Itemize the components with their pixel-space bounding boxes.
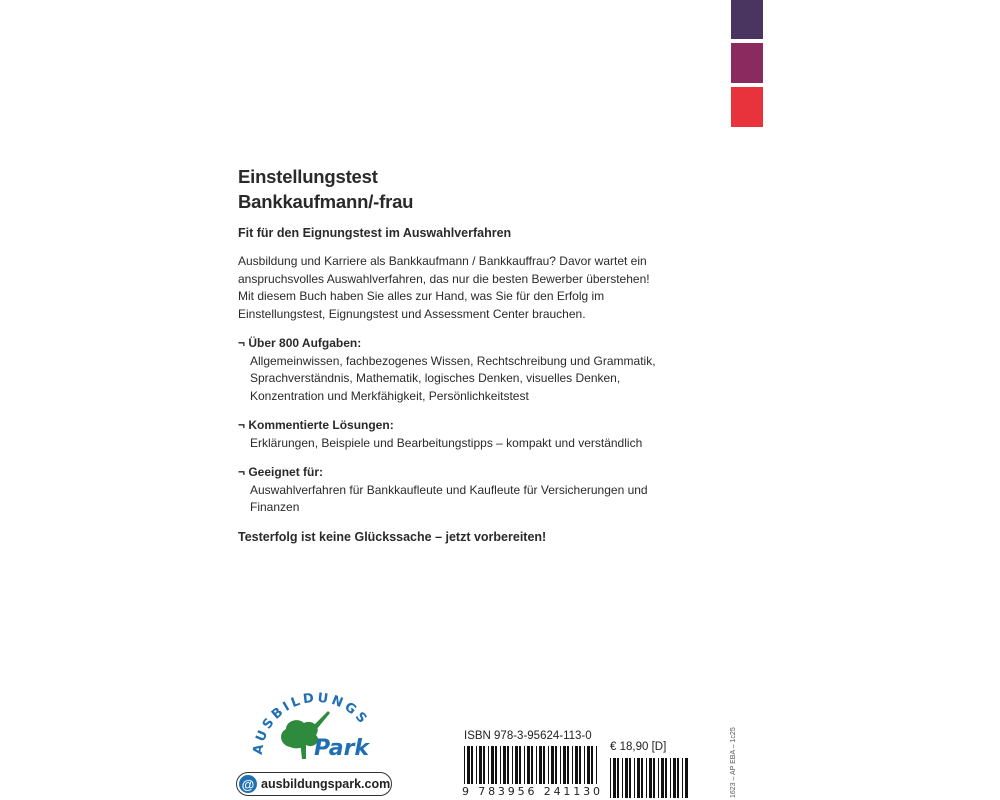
barcode-bar	[629, 758, 631, 798]
feature-heading: ¬ Geeignet für:	[238, 465, 324, 479]
barcode-bar	[617, 758, 619, 798]
addon-barcode-bars	[610, 758, 688, 798]
spine-code: 1623 – AP EBA – 1c25	[730, 727, 737, 798]
barcode-bar	[560, 746, 561, 784]
barcode-bar	[661, 758, 664, 798]
logo-arc-text: AUSBILDUNGS	[250, 690, 372, 756]
title-line-2: Bankkaufmann/-frau	[238, 191, 414, 212]
back-cover-text	[238, 164, 658, 546]
barcode-bar	[471, 746, 473, 784]
barcode-bar	[658, 758, 659, 798]
barcode-bar	[637, 758, 640, 798]
price-text: € 18,90 [D]	[610, 741, 667, 753]
barcode-bar	[572, 746, 573, 784]
price-addon-barcode	[608, 758, 690, 798]
barcode-bar	[488, 746, 489, 784]
barcode-bar	[613, 758, 616, 798]
barcode-bar	[622, 758, 623, 798]
barcode-bar	[515, 746, 518, 784]
barcode-bar	[646, 758, 647, 798]
barcode-bar	[536, 746, 537, 784]
barcode-bar	[512, 746, 513, 784]
barcode-bar	[495, 746, 497, 784]
barcode-bar	[665, 758, 667, 798]
barcode-bar	[464, 746, 465, 784]
closing-slogan: Testerfolg ist keine Glückssache – jetzt vorbereiten!	[238, 529, 547, 544]
book-title	[238, 164, 658, 214]
feature-body: Auswahlverfahren für Bankkaufleute und Kaufleute für Versicherungen und Finanzen	[250, 482, 648, 514]
barcode-bar	[479, 746, 482, 784]
barcode-bar	[653, 758, 655, 798]
barcode-bar	[649, 758, 652, 798]
barcode-bar	[500, 746, 501, 784]
feature-heading: ¬ Kommentierte Lösungen:	[238, 418, 394, 432]
barcode-bar	[539, 746, 542, 784]
barcode-bar	[673, 758, 676, 798]
logo-park-text: Park	[314, 736, 370, 761]
barcode-bar	[625, 758, 628, 798]
barcode-bar	[641, 758, 643, 798]
barcode-bar	[579, 746, 581, 784]
barcode-bar	[483, 746, 485, 784]
website-badge[interactable]	[236, 772, 392, 796]
feature-heading: ¬ Über 800 Aufgaben:	[238, 336, 362, 350]
feature-body: Erklärungen, Beispiele und Bearbeitungstipps – kompakt und verständlich	[250, 435, 643, 450]
intro-paragraph: Ausbildung und Karriere als Bankkaufmann / Bankkauffrau? Davor wartet ein anspruchsvolles Auswahlverfahren, das nur die besten Bewerber überstehen! Mit diesem Buch haben Sie alles zur Hand, was Sie für den Erfolg im Einstellungstest, Eignungstest und Assessment Center brauchen.	[238, 254, 650, 321]
barcode-bar	[551, 746, 554, 784]
barcode-bar	[682, 758, 683, 798]
barcode-bar	[524, 746, 525, 784]
barcode-bar	[476, 746, 477, 784]
barcode-bar	[467, 746, 470, 784]
barcode-bar	[591, 746, 593, 784]
barcode-bar	[555, 746, 557, 784]
barcode-bar	[596, 746, 597, 784]
barcode-bar	[677, 758, 679, 798]
barcode-bar	[587, 746, 590, 784]
barcode-bar	[527, 746, 530, 784]
barcode-bar	[575, 746, 578, 784]
color-bar-magenta	[731, 43, 763, 83]
at-icon: @	[239, 775, 257, 793]
barcode-bar	[519, 746, 521, 784]
barcode-bar	[507, 746, 509, 784]
feature-tasks	[238, 335, 658, 405]
feature-body: Allgemeinwissen, fachbezogenes Wissen, Rechtschreibung und Grammatik, Sprachverständnis, Mathematik, logisches Denken, visuelles Denken, Konzentration und Merkfähigkeit, Persönlichkeitstest	[250, 353, 656, 403]
color-bar-red	[731, 87, 763, 127]
barcode-bar	[685, 758, 688, 798]
barcode-bar	[567, 746, 569, 784]
barcode-bar	[670, 758, 671, 798]
feature-suitable	[238, 464, 658, 517]
ausbildungspark-logo	[250, 685, 380, 767]
barcode-bar	[531, 746, 533, 784]
barcode-bar	[548, 746, 549, 784]
isbn-text: ISBN 978-3-95624-113-0	[464, 730, 592, 742]
barcode-bar	[634, 758, 635, 798]
barcode-digits: 9 783956 241130	[462, 785, 600, 796]
title-line-1: Einstellungstest	[238, 166, 378, 187]
barcode-bar	[543, 746, 545, 784]
barcode-bar	[491, 746, 494, 784]
website-url[interactable]: ausbildungspark.com	[261, 777, 391, 791]
barcode-bars	[464, 746, 597, 784]
barcode-bar	[503, 746, 506, 784]
barcode-bar	[610, 758, 611, 798]
color-bar-purple	[731, 0, 763, 39]
barcode-bar	[563, 746, 566, 784]
barcode-bar	[584, 746, 585, 784]
isbn-barcode	[462, 746, 602, 796]
subtitle: Fit für den Eignungstest im Auswahlverfahren	[238, 226, 512, 240]
feature-solutions	[238, 417, 658, 452]
